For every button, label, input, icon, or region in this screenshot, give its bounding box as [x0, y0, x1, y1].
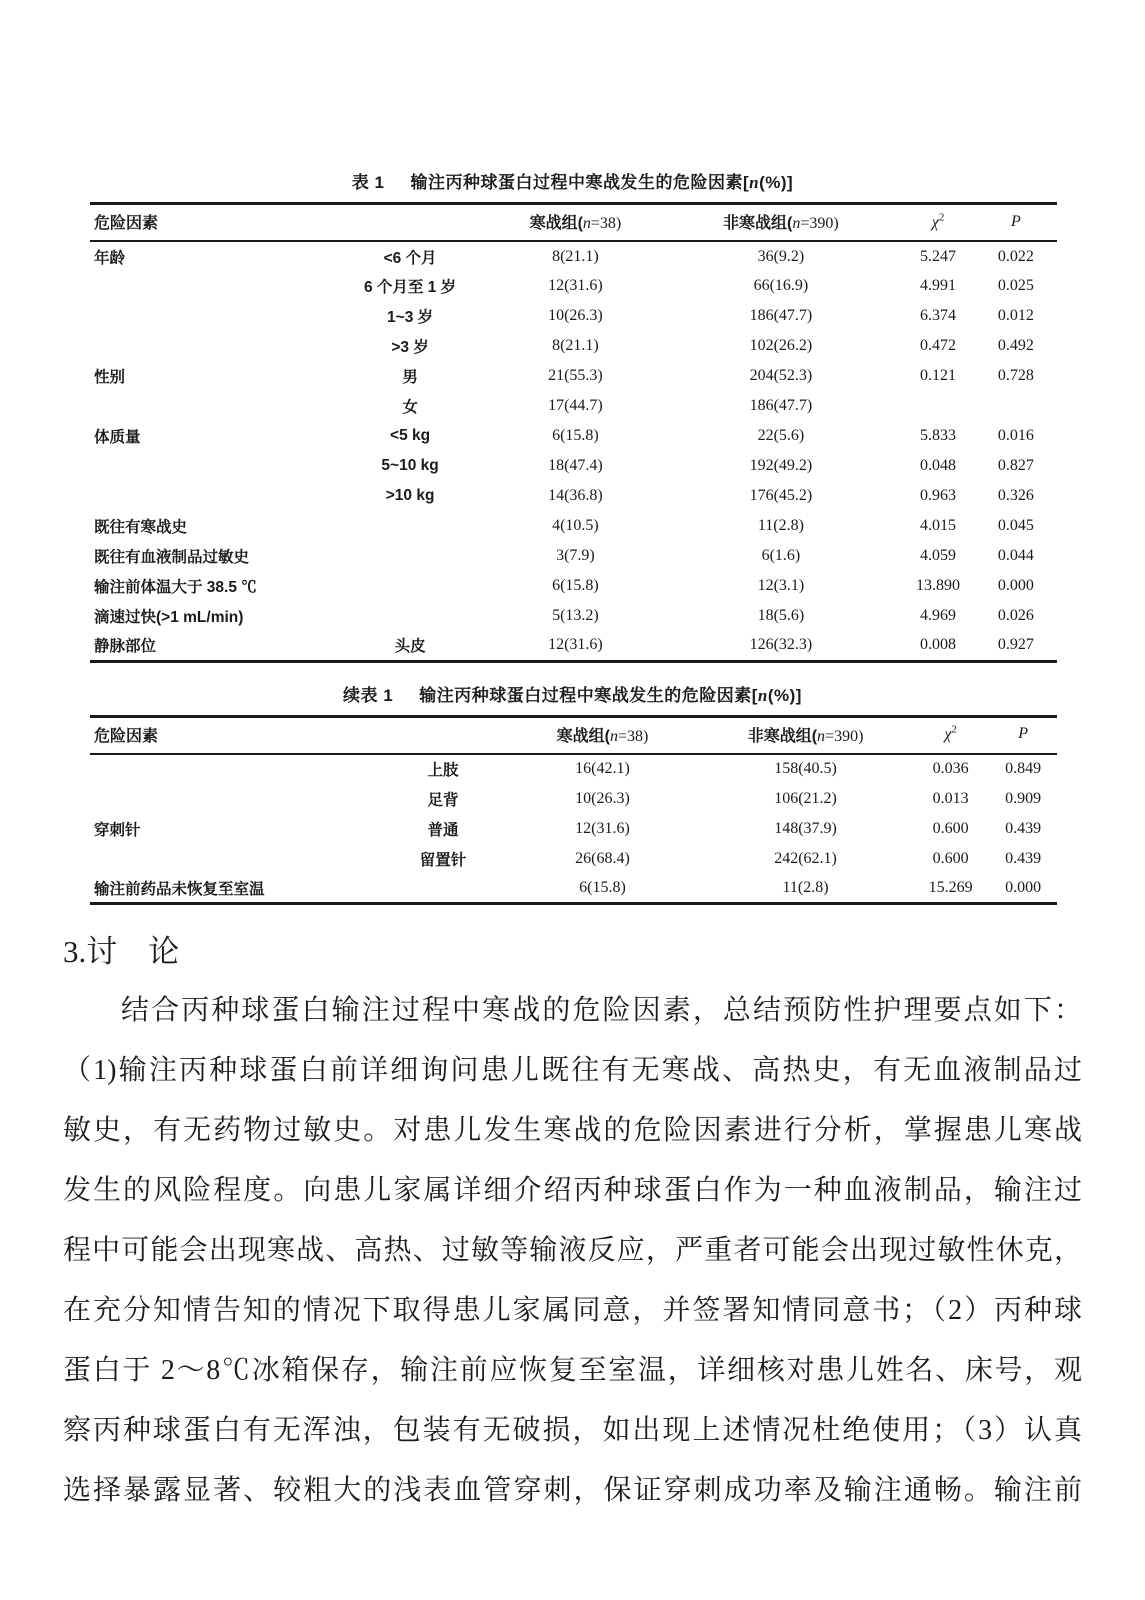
paragraph-line: 察丙种球蛋白有无浑浊，包装有无破损，如出现上述情况杜绝使用；（3）认真: [63, 1415, 1082, 1446]
factor-cell: 静脉部位: [94, 638, 157, 656]
table-row: [90, 391, 1057, 421]
value-cell: 0.326: [997, 487, 1034, 504]
value-cell: 0.849: [1005, 760, 1042, 777]
subcategory-cell: >10 kg: [385, 487, 435, 504]
value-cell: 12(31.6): [575, 819, 630, 837]
factor-cell: 性别: [94, 369, 126, 386]
table-row: [90, 331, 1057, 361]
table1-continued-title: 续表 1 输注丙种球蛋白过程中寒战发生的危险因素[n(%)]: [343, 685, 802, 705]
discussion-paragraph: [63, 981, 1082, 1521]
factor-cell: 体质量: [94, 429, 141, 446]
value-cell: 0.036: [932, 760, 969, 777]
table-row: [90, 361, 1057, 391]
factor-cell: [90, 391, 330, 421]
table1-continued-section: [63, 681, 1082, 906]
table-header-row: [90, 716, 1057, 754]
value-cell: 11(2.8): [757, 517, 804, 534]
col-header-p-value: P: [975, 204, 1057, 242]
value-cell: 5.247: [920, 247, 957, 265]
value-cell: 186(47.7): [749, 307, 813, 324]
value-cell: 158(40.5): [774, 760, 837, 777]
value-cell: 18(5.6): [757, 607, 805, 624]
value-cell: 12(31.6): [548, 636, 603, 654]
table-row: [90, 814, 1057, 844]
value-cell: 0.048: [920, 457, 957, 474]
col-header-nonchill-group: 非寒战组(n=390): [699, 716, 912, 754]
value-cell: 14(36.8): [548, 487, 603, 504]
value-cell: 10(26.3): [548, 307, 603, 324]
col-header-chill-group: 寒战组(n=38): [506, 716, 699, 754]
subcategory-cell: [330, 571, 491, 601]
table-row: [90, 601, 1057, 631]
value-cell: 0.044: [997, 547, 1034, 564]
value-cell: 6(15.8): [552, 427, 599, 444]
subcategory-cell: [330, 601, 491, 631]
value-cell: 12(3.1): [757, 577, 805, 594]
col-header-chi-square: $\chi^2$: [912, 716, 989, 754]
value-cell: 8(21.1): [552, 247, 599, 265]
value-cell: 176(45.2): [749, 487, 813, 504]
col-header-chill-group: 寒战组(n=38): [490, 204, 660, 242]
factor-cell: [90, 481, 330, 511]
value-cell: 4.059: [920, 547, 957, 564]
table-row: [90, 541, 1057, 571]
subcategory-cell: 男: [402, 369, 418, 386]
factor-cell: [90, 844, 380, 874]
paragraph-line: 程中可能会出现寒战、高热、过敏等输液反应，严重者可能会出现过敏性休克，: [63, 1235, 1082, 1266]
risk-factors-table-continued: [90, 715, 1057, 906]
table-row: [90, 451, 1057, 481]
table-header-row: [90, 204, 1057, 242]
value-cell: 21(55.3): [548, 367, 603, 384]
subcategory-cell: 足背: [427, 791, 459, 809]
subcategory-cell: <6 个月: [383, 249, 437, 267]
value-cell: 6(15.8): [552, 577, 599, 594]
value-cell: 186(47.7): [749, 397, 813, 414]
paragraph-line: 选择暴露显著、较粗大的浅表血管穿刺，保证穿刺成功率及输注通畅。输注前: [63, 1475, 1082, 1506]
value-cell: 4.991: [920, 277, 957, 294]
value-cell: 18(47.4): [548, 457, 603, 474]
value-cell: 8(21.1): [552, 337, 599, 354]
factor-cell: 穿刺针: [94, 821, 141, 839]
col-header-nonchill-group: 非寒战组(n=390): [661, 204, 902, 242]
value-cell: 0.600: [932, 849, 969, 867]
factor-cell: [90, 301, 330, 331]
table-row: [90, 631, 1057, 661]
table1-section: [63, 168, 1082, 663]
value-cell: 13.890: [916, 577, 961, 594]
value-cell: 36(9.2): [757, 247, 805, 265]
factor-cell: [90, 451, 330, 481]
value-cell: 0.000: [997, 577, 1034, 594]
subcategory-cell: 1~3 岁: [387, 309, 434, 326]
value-cell: 0.827: [997, 457, 1034, 474]
subcategory-cell: <5 kg: [390, 427, 431, 444]
col-header-chi-square: $\chi^2$: [901, 204, 974, 242]
table-row: [90, 301, 1057, 331]
value-cell: 5.833: [920, 427, 957, 444]
value-cell: 11(2.8): [782, 878, 829, 896]
value-cell: 0.016: [997, 427, 1034, 444]
subcategory-cell: [330, 511, 491, 541]
value-cell: 4(10.5): [552, 517, 599, 534]
value-cell: 0.492: [997, 337, 1034, 354]
value-cell: 126(32.3): [749, 636, 813, 654]
subcategory-cell: 留置针: [419, 851, 467, 869]
subcategory-cell: [330, 541, 491, 571]
value-cell: 106(21.2): [774, 789, 837, 807]
value-cell: 6(15.8): [579, 878, 626, 896]
value-cell: 0.025: [997, 277, 1034, 294]
risk-factors-table: [90, 202, 1057, 663]
subcategory-cell: 女: [402, 399, 418, 416]
value-cell: 16(42.1): [575, 760, 630, 777]
value-cell: 0.026: [997, 607, 1034, 624]
value-cell: 10(26.3): [575, 789, 630, 807]
value-cell: 26(68.4): [575, 849, 630, 867]
value-cell: 148(37.9): [774, 819, 837, 837]
table-row: [90, 754, 1057, 784]
value-cell: 3(7.9): [556, 547, 595, 564]
paragraph-line: 结合丙种球蛋白输注过程中寒战的危险因素，总结预防性护理要点如下：: [121, 995, 1082, 1026]
value-cell: 192(49.2): [749, 457, 813, 474]
value-cell: 0.472: [920, 337, 957, 354]
table-row: [90, 784, 1057, 814]
value-cell: 15.269: [928, 878, 973, 896]
value-cell: 0.600: [932, 819, 969, 837]
col-header-risk-factor: 危险因素: [90, 716, 506, 754]
value-cell: 0.012: [997, 307, 1034, 324]
value-cell: 17(44.7): [548, 397, 603, 414]
table-row: [90, 844, 1057, 874]
subcategory-cell: 头皮: [394, 638, 426, 656]
factor-cell: 年龄: [94, 249, 126, 267]
value-cell: 0.728: [997, 367, 1034, 384]
factor-cell: [90, 754, 380, 784]
value-cell: 242(62.1): [774, 849, 837, 867]
factor-cell: [90, 784, 380, 814]
subcategory-cell: [380, 874, 506, 904]
value-cell: 0.022: [997, 247, 1034, 265]
subcategory-cell: >3 岁: [391, 339, 429, 356]
subcategory-cell: 6 个月至 1 岁: [363, 279, 457, 296]
value-cell: 4.015: [920, 517, 957, 534]
factor-cell: 既往有寒战史: [94, 519, 188, 536]
paragraph-line: 敏史，有无药物过敏史。对患儿发生寒战的危险因素进行分析，掌握患儿寒战: [63, 1115, 1082, 1146]
table1-continued-label: 续表 1: [343, 685, 394, 705]
value-cell: 6(1.6): [761, 547, 801, 564]
paragraph-line: 发生的风险程度。向患儿家属详细介绍丙种球蛋白作为一种血液制品，输注过: [63, 1175, 1082, 1206]
value-cell: 0.000: [1005, 878, 1042, 896]
factor-cell: 既往有血液制品过敏史: [94, 549, 250, 566]
factor-cell: [90, 331, 330, 361]
value-cell: 5(13.2): [552, 607, 599, 624]
table1-continued-title-text: 输注丙种球蛋白过程中寒战发生的危险因素[: [419, 685, 758, 705]
value-cell: [975, 391, 1057, 421]
factor-cell: 输注前体温大于 38.5 ℃: [94, 579, 257, 596]
value-cell: 0.008: [920, 636, 957, 654]
table1-title: 表 1 输注丙种球蛋白过程中寒战发生的危险因素[n(%)]: [351, 173, 794, 192]
table-row: [90, 481, 1057, 511]
value-cell: 0.927: [997, 636, 1034, 654]
table1-label: 表 1: [351, 173, 385, 192]
value-cell: 66(16.9): [753, 277, 809, 294]
subcategory-cell: 5~10 kg: [381, 457, 439, 474]
value-cell: 22(5.6): [757, 427, 805, 444]
value-cell: 0.909: [1005, 789, 1042, 807]
subcategory-cell: 上肢: [427, 762, 459, 779]
value-cell: 102(26.2): [749, 337, 813, 354]
paragraph-line: 在充分知情告知的情况下取得患儿家属同意，并签署知情同意书；（2）丙种球: [63, 1295, 1082, 1326]
value-cell: [901, 391, 974, 421]
factor-cell: 滴速过快(>1 mL/min): [94, 609, 244, 626]
table-row: [90, 241, 1057, 271]
value-cell: 0.963: [920, 487, 957, 504]
table-row: [90, 421, 1057, 451]
value-cell: 204(52.3): [749, 367, 813, 384]
factor-cell: [90, 271, 330, 301]
table1-title-text: 输注丙种球蛋白过程中寒战发生的危险因素[: [410, 173, 750, 192]
paragraph-line: 蛋白于 2～8℃冰箱保存，输注前应恢复至室温，详细核对患儿姓名、床号，观: [63, 1355, 1082, 1386]
value-cell: 0.121: [920, 367, 957, 384]
value-cell: 0.013: [932, 789, 969, 807]
table-row: [90, 511, 1057, 541]
discussion-heading: 3.讨 论: [63, 934, 180, 969]
value-cell: 0.045: [997, 517, 1034, 534]
value-cell: 6.374: [920, 307, 957, 324]
col-header-p-value: P: [989, 716, 1057, 754]
table-row: [90, 874, 1057, 904]
table-row: [90, 571, 1057, 601]
col-header-risk-factor: 危险因素: [90, 204, 490, 242]
value-cell: 4.969: [920, 607, 957, 624]
paragraph-line: （1)输注丙种球蛋白前详细询问患儿既往有无寒战、高热史，有无血液制品过: [63, 1055, 1082, 1086]
value-cell: 12(31.6): [548, 277, 603, 294]
value-cell: 0.439: [1005, 819, 1042, 837]
value-cell: 0.439: [1005, 849, 1042, 867]
subcategory-cell: 普通: [427, 821, 459, 839]
table-row: [90, 271, 1057, 301]
factor-cell: 输注前药品未恢复至室温: [94, 880, 265, 898]
